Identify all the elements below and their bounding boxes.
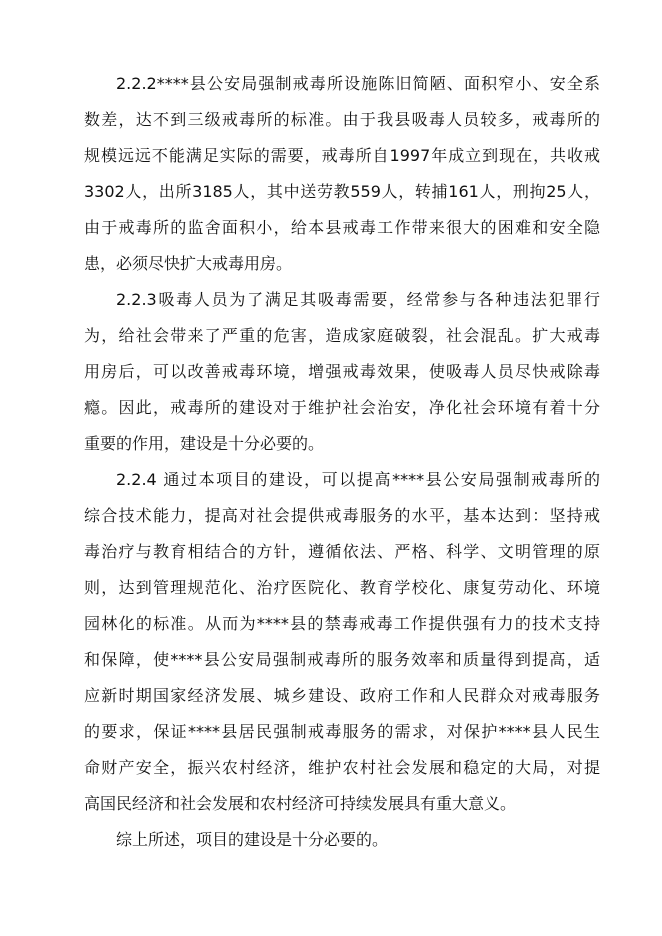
- paragraph-2-2-4: [84, 462, 600, 822]
- paragraph-line: 3302人，出所3185人，其中送劳教559人，转捕161人，刑拘25人，: [84, 182, 600, 201]
- paragraph-line: 规模远远不能满足实际的需要，戒毒所自1997年成立到现在，共收戒: [84, 146, 600, 165]
- document-body: [84, 66, 600, 858]
- paragraph-line: 应新时期国家经济发展、城乡建设、政府工作和人民群众对戒毒服务: [84, 686, 600, 705]
- paragraph-line: 的要求，保证****县居民强制戒毒服务的需求，对保护****县人民生: [84, 722, 600, 741]
- paragraph-line: 综上所述，项目的建设是十分必要的。: [116, 830, 389, 849]
- paragraph-line: 则，达到管理规范化、治疗医院化、教育学校化、康复劳动化、环境: [84, 578, 600, 597]
- paragraph-line: 由于戒毒所的监舍面积小，给本县戒毒工作带来很大的困难和安全隐: [84, 218, 600, 237]
- paragraph-line: 2.2.3吸毒人员为了满足其吸毒需要，经常参与各种违法犯罪行: [116, 290, 600, 309]
- paragraph-line: 用房后，可以改善戒毒环境，增强戒毒效果，使吸毒人员尽快戒除毒: [84, 362, 600, 381]
- paragraph-line: 患，必须尽快扩大戒毒用房。: [84, 254, 293, 273]
- paragraph-line: 命财产安全，振兴农村经济，维护农村社会发展和稳定的大局，对提: [84, 758, 600, 777]
- paragraph-line: 园林化的标准。从而为****县的禁毒戒毒工作提供强有力的技术支持: [84, 614, 600, 633]
- paragraph-line: 毒治疗与教育相结合的方针，遵循依法、严格、科学、文明管理的原: [84, 542, 600, 561]
- paragraph-conclusion: [84, 822, 600, 858]
- paragraph-line: 瘾。因此，戒毒所的建设对于维护社会治安，净化社会环境有着十分: [84, 398, 600, 417]
- paragraph-line: 高国民经济和社会发展和农村经济可持续发展具有重大意义。: [84, 794, 517, 813]
- paragraph-2-2-3: [84, 282, 600, 462]
- paragraph-line: 综合技术能力，提高对社会提供戒毒服务的水平，基本达到：坚持戒: [84, 506, 600, 525]
- paragraph-line: 2.2.2****县公安局强制戒毒所设施陈旧简陋、面积窄小、安全系: [116, 74, 600, 93]
- paragraph-2-2-2: [84, 66, 600, 282]
- paragraph-line: 数差，达不到三级戒毒所的标准。由于我县吸毒人员较多，戒毒所的: [84, 110, 600, 129]
- paragraph-line: 为，给社会带来了严重的危害，造成家庭破裂，社会混乱。扩大戒毒: [84, 326, 600, 345]
- paragraph-line: 和保障，使****县公安局强制戒毒所的服务效率和质量得到提高，适: [84, 650, 600, 669]
- paragraph-line: 2.2.4 通过本项目的建设，可以提高****县公安局强制戒毒所的: [116, 470, 600, 489]
- paragraph-line: 重要的作用，建设是十分必要的。: [84, 434, 325, 453]
